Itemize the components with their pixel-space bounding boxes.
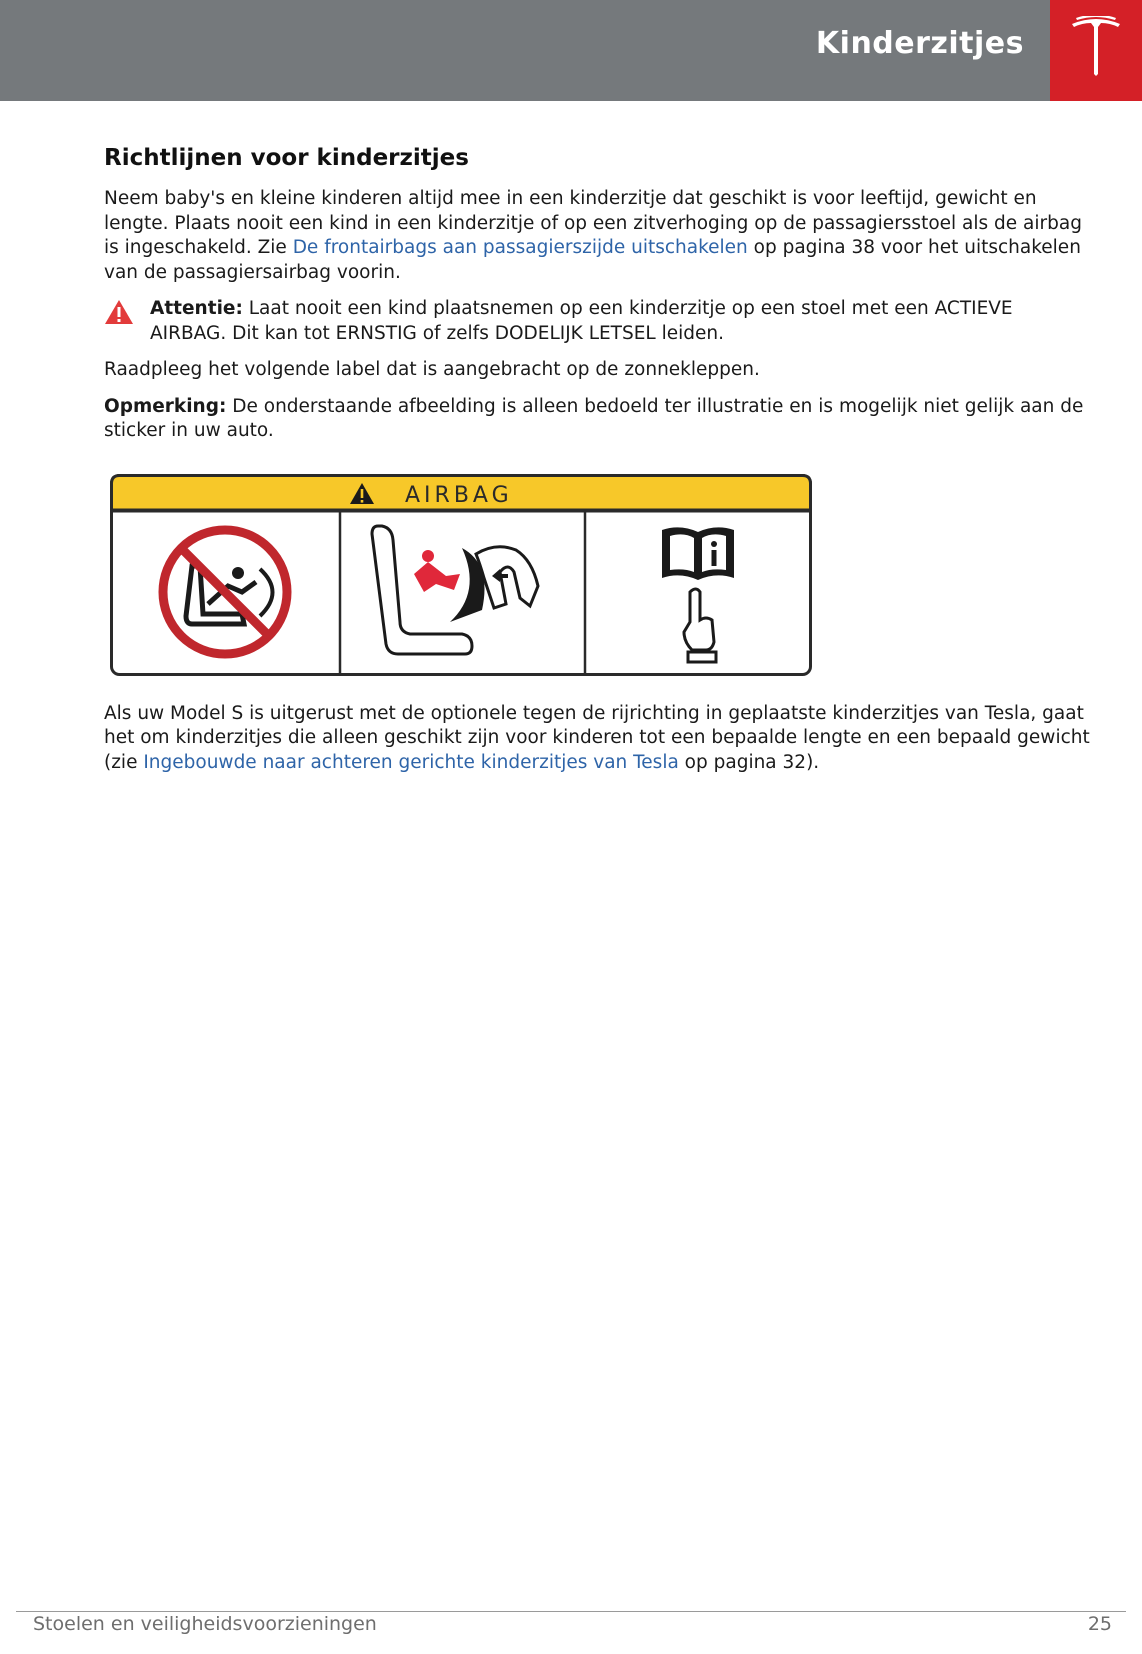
- intro-text-tail: op pagina 38 voor het uitschakelen van de passagiersairbag voorin.: [104, 237, 1081, 283]
- intro-text: Neem baby's en kleine kinderen altijd mee in een kinderzitje dat geschikt is voor leeftijd, gewicht en lengte. Plaats nooit een kind in een kinderzitje of op een zitverhoging op de passagiersstoel als de airbag is ingeschakeld. Zie: [104, 188, 1082, 258]
- intro-paragraph: [104, 187, 1094, 285]
- airbag-sticker: [110, 474, 812, 676]
- note-paragraph: [104, 395, 1094, 444]
- note-label: Opmerking:: [104, 395, 227, 417]
- integrated-child-seat-link[interactable]: Ingebouwde naar achteren gerichte kinderzitjes van Tesla: [143, 751, 679, 773]
- warning-label: Attentie:: [150, 298, 243, 319]
- warning-paragraph: [150, 297, 1094, 346]
- header-bar: [0, 0, 1050, 101]
- page-number: 25: [1087, 1613, 1112, 1635]
- sticker-title: AIRBAG: [405, 482, 513, 508]
- frontairbag-link[interactable]: De frontairbags aan passagierszijde uitschakelen: [292, 237, 748, 258]
- tesla-logo-icon: [1070, 16, 1122, 76]
- warning-text: Laat nooit een kind plaatsnemen op een kinderzitje op een stoel met een ACTIEVE AIRBAG. Dit kan tot ERNSTIG of zelfs DODELIJK LETSEL leiden.: [150, 298, 1013, 344]
- logo-box: [1050, 0, 1142, 101]
- section-heading: Richtlijnen voor kinderzitjes: [104, 145, 469, 171]
- warning-block: [104, 297, 1094, 346]
- footer-divider: [16, 1611, 1126, 1612]
- model-s-paragraph: [104, 702, 1094, 776]
- footer-section-name: Stoelen en veiligheidsvoorzieningen: [33, 1613, 377, 1635]
- note-text: De onderstaande afbeelding is alleen bedoeld ter illustratie en is mogelijk niet gelijk aan de sticker in uw auto.: [104, 395, 1084, 441]
- label-reference: Raadpleeg het volgende label dat is aangebracht op de zonnekleppen.: [104, 359, 760, 380]
- model-s-text-tail: op pagina 32).: [678, 751, 820, 773]
- main-content: [104, 145, 1094, 787]
- model-s-text: Als uw Model S is uitgerust met de optionele tegen de rijrichting in geplaatste kinderzitjes van Tesla, gaat het om kinderzitjes die alleen geschikt zijn voor kinderen tot een bepaalde lengte en een bepaald gewicht (zie: [104, 702, 1090, 773]
- page-title: Kinderzitjes: [815, 26, 1024, 61]
- warning-triangle-icon: [104, 299, 134, 325]
